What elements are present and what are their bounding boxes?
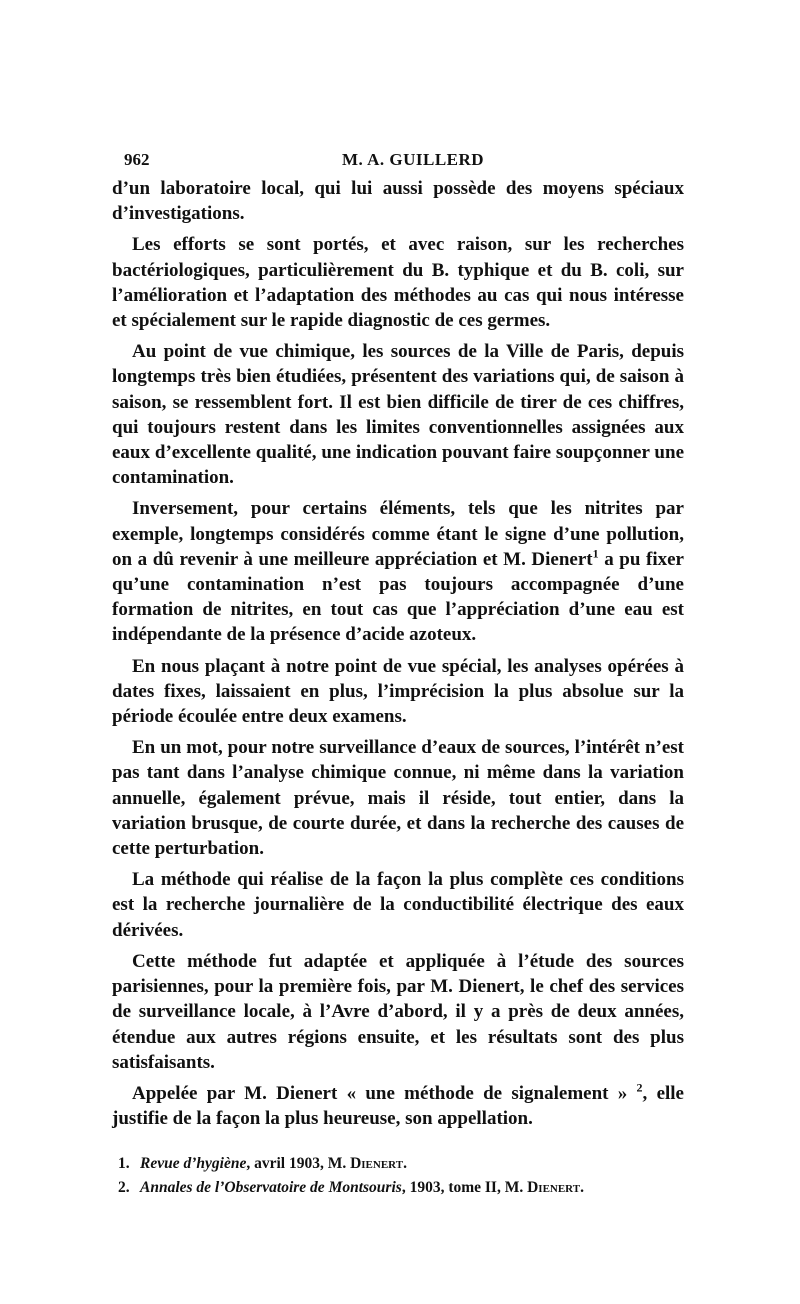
paragraph-1: d’un laboratoire local, qui lui aussi possède des moyens spéciaux d’investigations. bbox=[112, 178, 684, 225]
paragraph-4-text-after: a pu fixer qu’une contamination n’est pas toujours accompagnée d’une formation de nitrites, en tout cas que l’appréciation d’une eau est indépendante de la présence d’acide azoteux. bbox=[112, 548, 684, 646]
footnote-number: 1. bbox=[118, 1155, 130, 1173]
footnotes bbox=[112, 1152, 684, 1200]
footnote-2 bbox=[112, 1176, 684, 1200]
paragraph-9 bbox=[112, 1081, 684, 1131]
paragraph-9-text-before: Appelée par M. Dienert « une méthode de signalement » bbox=[132, 1082, 628, 1104]
running-head-title: M. A. GUILLERD bbox=[342, 150, 485, 169]
paragraph-4 bbox=[112, 496, 684, 647]
book-page bbox=[112, 142, 684, 1200]
body-text bbox=[112, 176, 684, 1131]
paragraph-3: Au point de vue chimique, les sources de la Ville de Paris, depuis longtemps très bien étudiées, présentent des variations qui, de saison à saison, se ressemblent fort. Il est bien difficile de tirer de ces chiffres, qui toujours restent dans les limites conventionnelles assignées aux eaux d’excellente qualité, une indication pouvant faire soupçonner une contamination. bbox=[112, 341, 684, 489]
footnote-1 bbox=[112, 1152, 684, 1176]
footnote-ref-1: 1 bbox=[592, 546, 599, 561]
footnote-details: , 1903, tome II, M. bbox=[401, 1179, 524, 1197]
footnote-number: 2. bbox=[118, 1179, 130, 1197]
running-head bbox=[112, 142, 684, 176]
page-number: 962 bbox=[124, 150, 150, 169]
footnote-author: Dienert. bbox=[527, 1179, 584, 1197]
paragraph-4-text-before: Inversement, pour certains éléments, tels que les nitrites par exemple, longtemps considérés comme étant le signe d’une pollution, on a dû revenir à une meilleure appréciation et M. Dienert bbox=[112, 498, 684, 570]
paragraph-7: La méthode qui réalise de la façon la plus complète ces conditions est la recherche journalière de la conductibilité électrique des eaux dérivées. bbox=[112, 869, 684, 941]
paragraph-5: En nous plaçant à notre point de vue spécial, les analyses opérées à dates fixes, laissaient en plus, l’imprécision la plus absolue sur la période écoulée entre deux examens. bbox=[112, 655, 684, 728]
footnote-source: Annales de l’Observatoire de Montsouris bbox=[140, 1179, 402, 1197]
footnote-author: Dienert. bbox=[350, 1155, 407, 1173]
paragraph-8: Cette méthode fut adaptée et appliquée à l’étude des sources parisiennes, pour la première fois, par M. Dienert, le chef des services de surveillance locale, à l’Avre d’abord, il y a près de deux années, étendue aux autres régions ensuite, et les résultats sont des plus satisfaisants. bbox=[112, 950, 684, 1073]
paragraph-2: Les efforts se sont portés, et avec raison, sur les recherches bactériologiques, particulièrement du B. typhique et du B. coli, sur l’amélioration et l’adaptation des méthodes au cas qui nous intéresse et spécialement sur le rapide diagnostic de ces germes. bbox=[112, 234, 684, 332]
paragraph-6: En un mot, pour notre surveillance d’eaux de sources, l’intérêt n’est pas tant dans l’analyse chimique connue, ni même dans la variation annuelle, également prévue, mais il réside, tout entier, dans la variation brusque, de courte durée, et dans la recherche des causes de cette perturbation. bbox=[112, 737, 684, 860]
footnote-source: Revue d’hygiène bbox=[140, 1155, 247, 1173]
footnote-ref-2: 2 bbox=[636, 1080, 643, 1095]
footnote-details: , avril 1903, M. bbox=[246, 1155, 347, 1173]
paragraph-9-text-after: , elle justifie de la façon la plus heureuse, son appellation. bbox=[112, 1082, 684, 1130]
